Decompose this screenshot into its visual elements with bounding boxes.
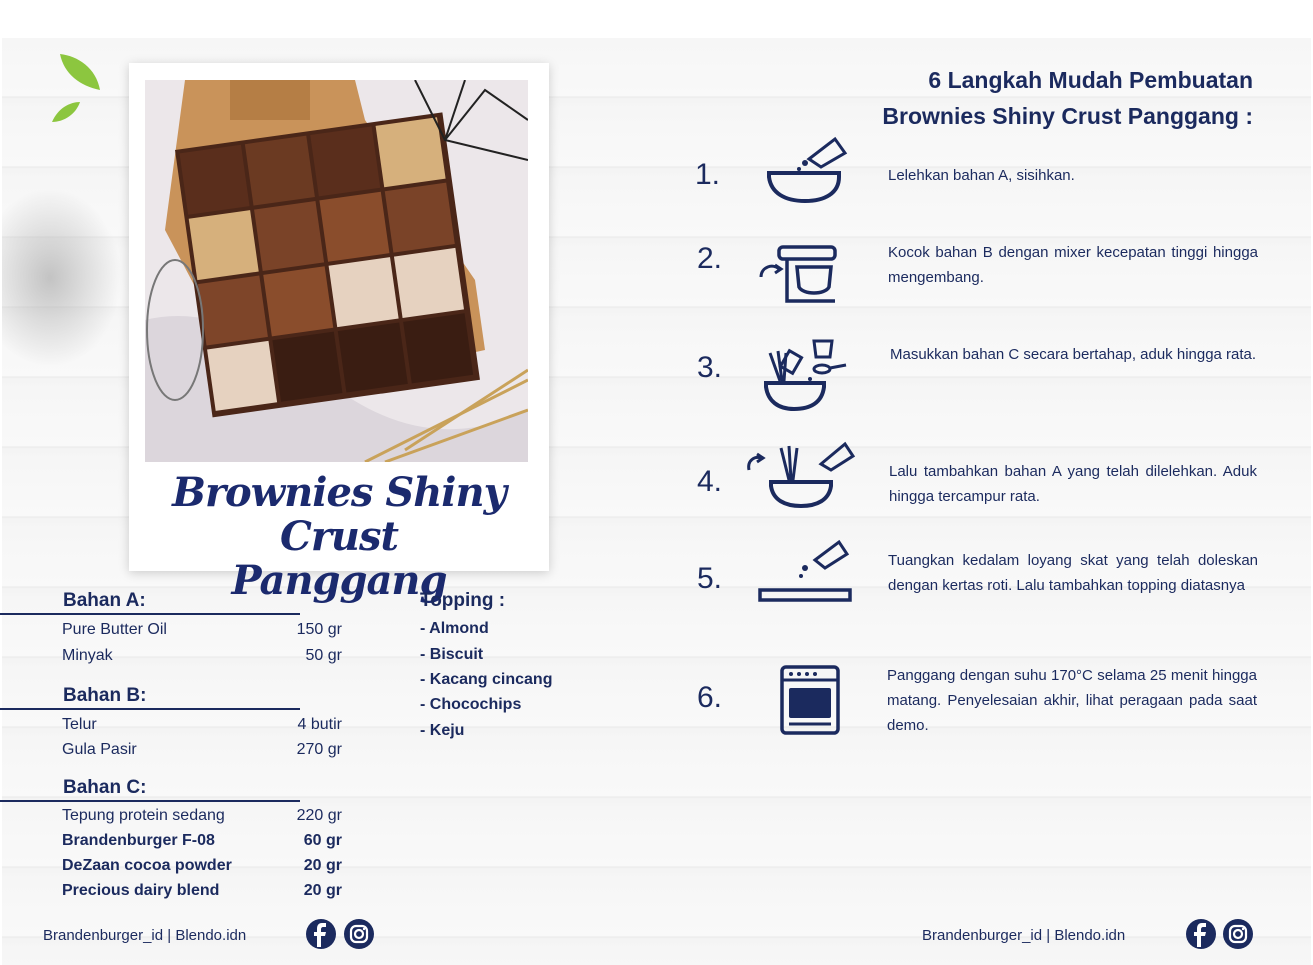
step-text: Kocok bahan B dengan mixer kecepatan tinggi hingga mengembang. [888, 244, 1258, 286]
ingredient-row [62, 807, 342, 825]
topping-item: - Chocochips [420, 696, 522, 713]
step-text: Panggang dengan suhu 170°C selama 25 menit hingga matang. Penyelesaian akhir, lihat peragaan pada saat demo. [887, 667, 1257, 734]
ingredient-qty: 270 gr [296, 741, 342, 758]
step-text: Tuangkan kedalam loyang skat yang telah doleskan dengan kertas roti. Lalu tambahkan topping diatasnya [888, 552, 1258, 594]
bowl-whisk-pour-icon [745, 440, 857, 510]
ingredient-name: DeZaan cocoa powder [62, 857, 232, 874]
ingredient-name: Precious dairy blend [62, 882, 220, 899]
step-number: 1. [695, 158, 721, 191]
ingredient-qty: 20 gr [303, 857, 342, 874]
step-number: 3. [697, 351, 723, 384]
step-number: 4. [697, 465, 723, 498]
bahan-c-heading: Bahan C: [63, 777, 147, 798]
ingredient-row [62, 741, 342, 759]
instagram-icon[interactable] [344, 919, 374, 949]
bowl-whisk-ingredients-icon [760, 335, 850, 413]
divider [0, 800, 300, 802]
ingredient-row [62, 647, 342, 665]
leaf-icon [50, 100, 82, 124]
steps-title [882, 62, 1253, 134]
photo-caption [129, 463, 549, 603]
flour-wash-decoration [2, 188, 122, 368]
steps-title-line-1: 6 Langkah Mudah Pembuatan [928, 67, 1253, 93]
ingredient-qty: 220 gr [296, 807, 342, 824]
divider [0, 613, 300, 615]
ingredient-name: Tepung protein sedang [62, 807, 225, 824]
ingredient-qty: 4 butir [297, 716, 342, 733]
ingredient-name: Gula Pasir [62, 741, 137, 758]
ingredient-row [62, 716, 342, 734]
ingredient-name: Telur [62, 716, 97, 733]
ingredient-row [62, 621, 342, 639]
ingredient-name: Minyak [62, 647, 113, 664]
ingredient-qty: 150 gr [296, 621, 342, 638]
topping-item: - Almond [420, 620, 489, 637]
bahan-b-heading: Bahan B: [63, 685, 147, 706]
instagram-icon[interactable] [1223, 919, 1253, 949]
ingredient-row [62, 882, 342, 900]
facebook-icon[interactable] [1186, 919, 1216, 949]
stand-mixer-icon [757, 243, 841, 307]
bowl-pour-icon [765, 133, 849, 205]
steps-title-line-2: Brownies Shiny Crust Panggang : [882, 103, 1253, 129]
brownies-photo [145, 80, 528, 462]
caption-line-1: Brownies Shiny Crust [172, 469, 506, 560]
step-text: Lelehkan bahan A, sisihkan. [888, 167, 1075, 184]
facebook-icon[interactable] [306, 919, 336, 949]
footer-handles-left: Brandenburger_id | Blendo.idn [43, 927, 247, 944]
topping-heading: Topping : [420, 590, 506, 611]
step-number: 6. [697, 681, 723, 714]
caption-line-2: Panggang [231, 557, 447, 604]
brownies-image [145, 80, 528, 462]
ingredient-row [62, 832, 342, 850]
topping-item: - Keju [420, 722, 465, 739]
ingredient-row [62, 857, 342, 875]
ingredient-qty: 60 gr [303, 832, 342, 849]
ingredient-qty: 50 gr [305, 647, 342, 664]
topping-item: - Biscuit [420, 646, 484, 663]
step-number: 2. [697, 242, 723, 275]
leaf-icon [58, 52, 102, 92]
step-text: Masukkan bahan C secara bertahap, aduk hingga rata. [890, 346, 1257, 363]
oven-icon [779, 664, 841, 736]
bahan-a-heading: Bahan A: [63, 590, 146, 611]
footer-handles-right: Brandenburger_id | Blendo.idn [922, 927, 1126, 944]
step-text: Lalu tambahkan bahan A yang telah dilelehkan. Aduk hingga tercampur rata. [889, 463, 1257, 505]
ingredient-qty: 20 gr [303, 882, 342, 899]
step-number: 5. [697, 562, 723, 595]
divider [0, 708, 300, 710]
ingredient-name: Brandenburger F-08 [62, 832, 215, 849]
topping-item: - Kacang cincang [420, 671, 553, 688]
ingredient-name: Pure Butter Oil [62, 621, 167, 638]
pan-pour-icon [757, 538, 855, 604]
